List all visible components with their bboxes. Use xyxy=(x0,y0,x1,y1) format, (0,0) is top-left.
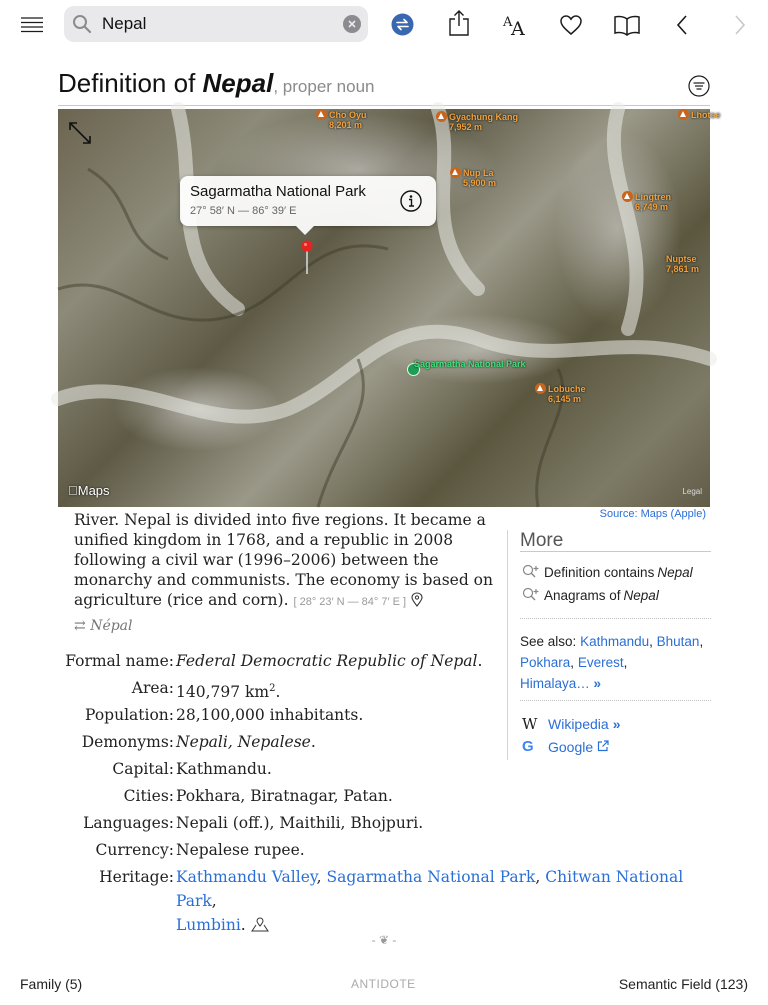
fact-row: Languages: Nepali (off.), Maithili, Bhojpuri. xyxy=(83,814,424,832)
title-prefix: Definition of xyxy=(58,68,203,98)
external-link-icon xyxy=(597,739,609,755)
map-peak[interactable]: Lhotse xyxy=(678,109,721,120)
map-peak[interactable]: Nuptse 7,861 m xyxy=(666,254,700,274)
search-bar[interactable] xyxy=(64,6,368,42)
more-sidebar xyxy=(507,530,710,760)
translate-icon[interactable] xyxy=(390,12,414,36)
legal-link[interactable]: Legal xyxy=(682,487,702,496)
heritage-link[interactable]: Chitwan National Park xyxy=(176,868,684,910)
map-peak[interactable]: Gyachung Kang 7,952 m xyxy=(436,111,518,132)
google-link[interactable]: G Google xyxy=(522,738,609,755)
callout-title: Sagarmatha National Park xyxy=(190,183,366,200)
see-also-link[interactable]: Himalaya… xyxy=(520,676,590,691)
map-peak[interactable]: Lingtren 6,749 m xyxy=(622,191,671,212)
fact-row: Formal name: Federal Democratic Republic of Nepal. xyxy=(65,652,483,670)
peak-icon xyxy=(436,111,447,122)
clipped-text: River. Nepal is divided into five regions. It became a xyxy=(74,511,486,529)
search-plus-icon xyxy=(522,564,544,580)
peak-icon xyxy=(450,167,461,178)
part-of-speech: , proper noun xyxy=(273,77,375,96)
svg-text:A: A xyxy=(503,15,513,30)
family-tab[interactable]: Family (5) xyxy=(20,976,83,992)
toolbar xyxy=(0,0,768,50)
heritage-link[interactable]: Lumbini xyxy=(176,916,241,934)
text-size-icon[interactable] xyxy=(501,12,529,38)
double-chevron-icon: » xyxy=(612,716,621,732)
expand-icon[interactable] xyxy=(68,121,92,150)
search-icon xyxy=(72,14,92,39)
more-title: More xyxy=(520,530,711,552)
divider xyxy=(520,618,711,619)
fact-row: Area: 140,797 $km^2$. xyxy=(131,679,281,702)
headword: Nepal xyxy=(202,68,274,98)
divider xyxy=(520,700,711,701)
chevron-left-icon[interactable] xyxy=(673,13,691,37)
wikipedia-icon: W xyxy=(522,715,538,733)
hamburger-icon[interactable] xyxy=(20,14,44,36)
coordinates: [ 28° 23′ N — 84° 7′ E ] xyxy=(293,596,407,608)
peak-icon xyxy=(316,109,327,120)
park-label[interactable]: Sagarmatha National Park xyxy=(414,359,526,369)
app-name: ANTIDOTE xyxy=(351,977,416,991)
heritage-link[interactable]: Sagarmatha National Park xyxy=(326,868,536,886)
fact-row: Demonyms: Nepali, Nepalese. xyxy=(81,733,316,751)
search-input[interactable] xyxy=(102,13,332,35)
peak-icon xyxy=(535,383,546,394)
map-pin-icon[interactable] xyxy=(301,240,313,281)
share-icon[interactable] xyxy=(446,8,472,38)
map-callout[interactable] xyxy=(180,176,436,226)
heart-icon[interactable] xyxy=(558,13,584,37)
filter-icon[interactable] xyxy=(688,75,710,102)
heritage-link[interactable]: Kathmandu Valley xyxy=(176,868,317,886)
definition-text: unified kingdom in 1768, and a republic in 2008 following a civil war (1996–2006) between the monarchy and communists. The economy is based on agriculture (rice and corn). [ 28° 23′ N — 84° 7′ E ] xyxy=(74,531,493,609)
map-view[interactable] xyxy=(58,109,721,507)
map-peak[interactable]: Nup La 5,900 m xyxy=(450,167,496,188)
see-also-link[interactable]: Kathmandu xyxy=(580,634,650,649)
book-icon[interactable] xyxy=(613,14,641,36)
clear-icon[interactable] xyxy=(343,15,361,33)
location-pin-icon[interactable] xyxy=(411,591,423,609)
maps-logo: Maps xyxy=(68,483,100,498)
separator-ornament-icon: - ❦ - xyxy=(371,933,397,947)
peak-icon xyxy=(622,191,633,202)
map-source-link[interactable]: Source: Maps (Apple) xyxy=(599,508,706,520)
page-title xyxy=(58,68,374,99)
terrain-overlay xyxy=(58,109,710,507)
search-plus-icon xyxy=(522,587,544,603)
chevron-right-icon xyxy=(731,13,749,37)
see-also-link[interactable]: Bhutan xyxy=(656,634,700,649)
fact-row: Currency: Nepalese rupee. xyxy=(95,841,305,859)
see-also-link[interactable]: Pokhara xyxy=(520,655,571,670)
fact-row: Heritage: Kathmandu Valley, Sagarmatha National Park, Chitwan National Park, Lumbini. xyxy=(99,868,684,934)
map-peak[interactable]: Lobuche 6,145 m xyxy=(535,383,586,404)
google-icon: G xyxy=(522,738,534,755)
map-location-icon[interactable] xyxy=(251,916,269,934)
peak-icon xyxy=(678,109,689,120)
svg-text:A: A xyxy=(511,18,525,40)
title-row xyxy=(58,66,710,106)
definition-contains-link[interactable]: Definition contains Nepal xyxy=(522,564,693,580)
fact-row: Capital: Kathmandu. xyxy=(112,760,272,778)
callout-coords: 27° 58′ N — 86° 39′ E xyxy=(190,205,297,217)
translation-link[interactable]: ⇄ Népal xyxy=(74,618,133,634)
map-peak[interactable]: Cho Oyu 8,201 m xyxy=(316,109,367,130)
definition-body xyxy=(74,511,498,636)
swap-arrows-icon: ⇄ xyxy=(74,618,86,634)
see-also: See also: Kathmandu, Bhutan, Pokhara, Everest, Himalaya… » xyxy=(520,634,704,691)
anagrams-link[interactable]: Anagrams of Nepal xyxy=(522,587,659,603)
info-icon[interactable] xyxy=(400,190,422,217)
double-chevron-icon[interactable]: » xyxy=(593,676,602,691)
fact-row: Cities: Pokhara, Biratnagar, Patan. xyxy=(123,787,393,805)
see-also-link[interactable]: Everest xyxy=(577,655,624,670)
fact-row: Population: 28,100,000 inhabitants. xyxy=(85,706,364,724)
wikipedia-link[interactable]: W Wikipedia » xyxy=(522,715,621,733)
semantic-field-tab[interactable]: Semantic Field (123) xyxy=(618,976,748,992)
